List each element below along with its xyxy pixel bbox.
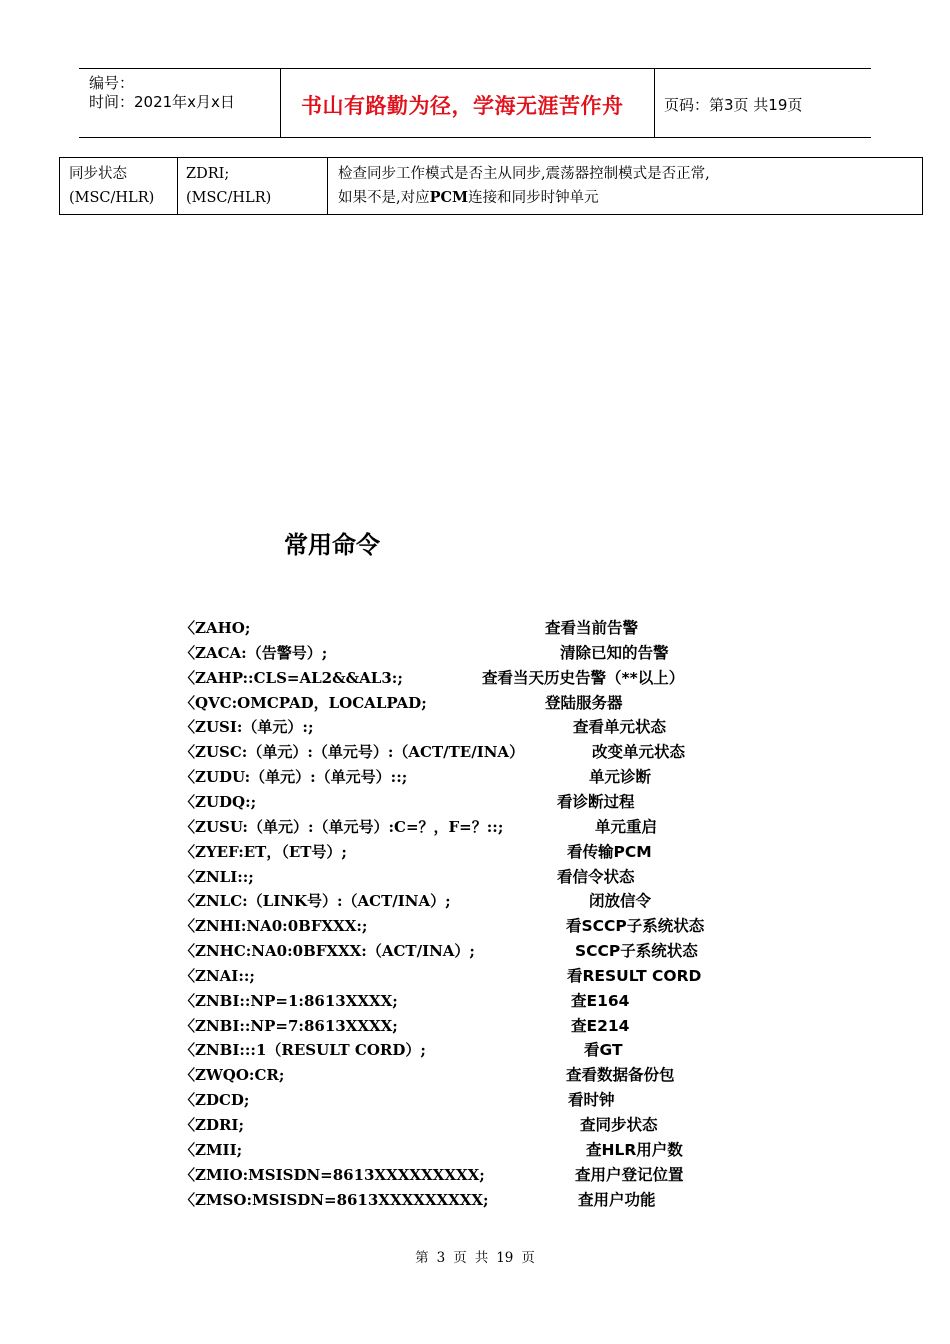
sync-name-line1: 同步状态 <box>69 166 127 182</box>
command-description: 看诊断过程 <box>557 793 635 811</box>
sync-desc-pcm: PCM <box>429 189 469 206</box>
command-code: 〈ZWQO:CR; <box>180 1066 285 1084</box>
command-code: 〈QVC:OMCPAD，LOCALPAD; <box>180 694 427 712</box>
command-code: 〈ZUSI:（单元）:; <box>180 718 314 736</box>
command-code: 〈ZUDU:（单元）:（单元号）::; <box>180 768 408 786</box>
sync-desc-line1: 检查同步工作模式是否主从同步,震荡器控制模式是否正常, <box>338 166 710 182</box>
command-code: 〈ZAHP::CLS=AL2&&AL3:; <box>180 669 403 687</box>
command-code: 〈ZUDQ:; <box>180 793 257 811</box>
sync-desc-post: 连接和同步时钟单元 <box>468 190 599 206</box>
command-code: 〈ZYEF:ET，（ET号）; <box>180 843 347 861</box>
command-code: 〈ZNHI:NA0:0BFXXX:; <box>180 917 368 935</box>
document-time-label: 时间：2021年x月x日 <box>89 93 235 111</box>
page-header <box>79 68 871 138</box>
command-code: 〈ZNAI::; <box>180 967 255 985</box>
command-code: 〈ZDRI; <box>180 1116 244 1134</box>
command-code: 〈ZACA:（告警号）; <box>180 644 328 662</box>
sync-table-cell-description <box>327 158 922 214</box>
command-description: 查E214 <box>571 1017 630 1035</box>
command-description: SCCP子系统状态 <box>575 942 698 960</box>
footer-total-pages: 19 <box>496 1250 514 1266</box>
command-description: 改变单元状态 <box>592 743 686 761</box>
command-description: 单元重启 <box>595 818 658 836</box>
command-description: 查同步状态 <box>580 1116 658 1134</box>
sync-status-table <box>59 157 923 215</box>
section-title: 常用命令 <box>284 531 380 559</box>
command-code: 〈ZNLI::; <box>180 868 254 886</box>
header-motto: 书山有路勤为径，学海无涯苦作舟 <box>301 94 624 118</box>
command-code: 〈ZUSU:（单元）:（单元号）:C=？，F=？::; <box>180 818 504 836</box>
sync-desc-pre: 如果不是,对应 <box>338 190 430 206</box>
command-code: 〈ZNBI::NP=1:8613XXXX; <box>180 992 398 1010</box>
footer-ye-2: 页 <box>521 1250 535 1266</box>
command-code: 〈ZAHO; <box>180 619 251 637</box>
sync-name-line2: (MSC/HLR) <box>69 190 155 206</box>
command-description: 查看数据备份包 <box>566 1066 675 1084</box>
command-description: 闭放信令 <box>589 892 652 910</box>
command-description: 看GT <box>584 1041 623 1059</box>
command-code: 〈ZMIO:MSISDN=8613XXXXXXXXX; <box>180 1166 485 1184</box>
footer-gong: 共 <box>474 1250 489 1266</box>
command-code: 〈ZUSC:（单元）:（单元号）:（ACT/TE/INA） <box>180 743 525 761</box>
sync-command-line2: (MSC/HLR) <box>186 190 272 206</box>
command-code: 〈ZMSO:MSISDN=8613XXXXXXXXX; <box>180 1191 489 1209</box>
command-description: 看时钟 <box>568 1091 615 1109</box>
command-code: 〈ZMII; <box>180 1141 243 1159</box>
command-description: 查看当天历史告警（**以上） <box>482 669 685 687</box>
page-footer <box>0 1246 950 1266</box>
command-description: 查用户功能 <box>578 1191 656 1209</box>
command-description: 查HLR用户数 <box>586 1141 683 1159</box>
command-code: 〈ZNLC:（LINK号）:（ACT/INA）; <box>180 892 451 910</box>
command-description: 单元诊断 <box>589 768 652 786</box>
command-description: 清除已知的告警 <box>560 644 669 662</box>
command-code: 〈ZNBI:::1（RESULT CORD）; <box>180 1041 426 1059</box>
command-description: 查看当前告警 <box>545 619 639 637</box>
command-code: 〈ZNHC:NA0:0BFXXX:（ACT/INA）; <box>180 942 475 960</box>
command-code: 〈ZDCD; <box>180 1091 250 1109</box>
document-number-label: 编号： <box>89 74 135 92</box>
header-left-cell <box>79 69 280 137</box>
command-description: 看传输PCM <box>567 843 652 861</box>
footer-ye: 页 <box>453 1250 467 1266</box>
command-description: 查看单元状态 <box>573 718 667 736</box>
command-description: 看信令状态 <box>557 868 635 886</box>
command-description: 看RESULT CORD <box>567 967 702 985</box>
sync-table-cell-command <box>177 158 327 214</box>
command-code: 〈ZNBI::NP=7:8613XXXX; <box>180 1017 398 1035</box>
header-page-info: 页码：第3页 共19页 <box>664 96 803 114</box>
sync-desc-line2 <box>338 186 922 210</box>
command-description: 登陆服务器 <box>545 694 623 712</box>
sync-command-line1: ZDRI; <box>186 166 230 182</box>
command-description: 查用户登记位置 <box>575 1166 684 1184</box>
footer-page-number: 3 <box>436 1250 446 1266</box>
command-description: 看SCCP子系统状态 <box>566 917 705 935</box>
header-right-cell <box>654 69 871 137</box>
command-description: 查E164 <box>571 992 630 1010</box>
footer-di: 第 <box>415 1250 429 1266</box>
header-motto-cell <box>280 69 655 137</box>
sync-table-cell-name <box>60 158 177 214</box>
